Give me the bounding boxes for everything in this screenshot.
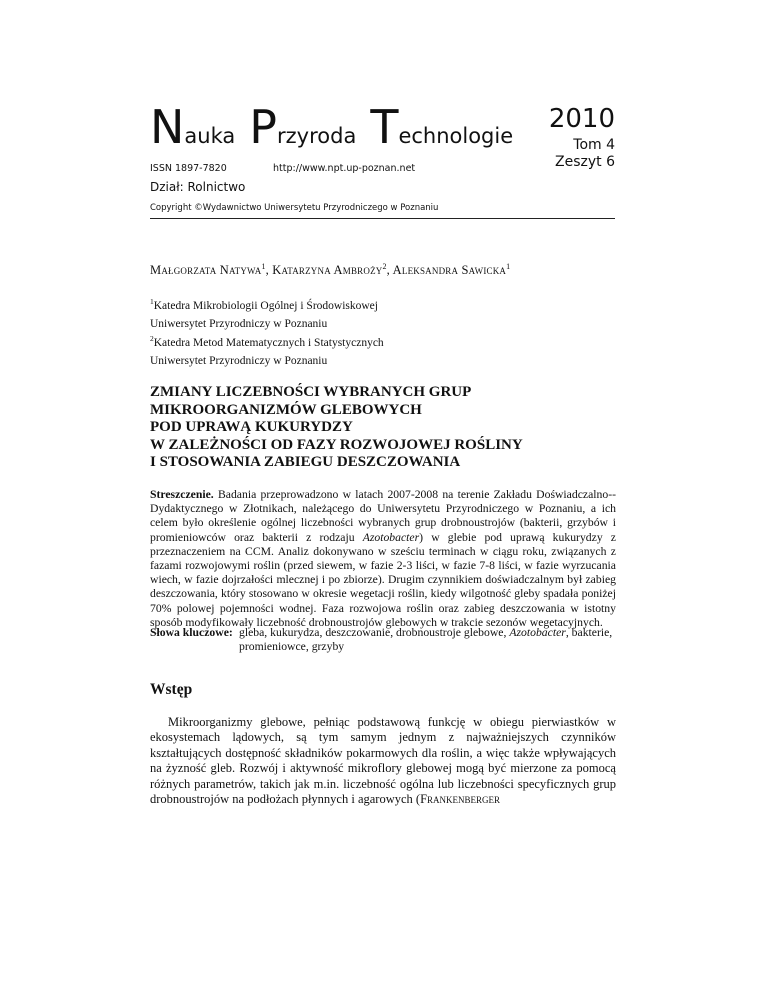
intro-paragraph: Mikroorganizmy glebowe, pełniąc podstawową funkcję w obiegu pierwiastków w ekosystemach lądowych, są tym samym jednym z najważniejszych czynników kształtujących dostępność składników pokarmowych dla roślin, a więc także wpływających na żyzność gleb. Rozwój i aktywność mikroflory glebowej mogą być mierzone za pomocą różnych parametrów, takich jak m.in. liczebność ogólna lub liczebności specyficznych grup drobnoustrojów na podłożach płynnych i agarowych (Frankenberger xyxy=(150,715,616,807)
title-initial: N xyxy=(150,100,185,154)
section-label: Dział: Rolnictwo xyxy=(150,180,246,194)
journal-title xyxy=(150,100,523,154)
affiliation-line: Uniwersytet Przyrodniczy w Poznaniu xyxy=(150,318,328,331)
genus-name: Azotobacter xyxy=(362,530,420,544)
author-affil-mark: 2 xyxy=(382,262,387,271)
keywords-label: Słowa kluczowe: xyxy=(150,626,233,639)
issn: ISSN 1897-7820 xyxy=(150,163,227,174)
affiliation-line: $^1$Katedra Mikrobiologii Ogólnej i Środowiskowej xyxy=(150,297,378,312)
affiliation-line: Uniwersytet Przyrodniczy w Poznaniu xyxy=(150,354,328,367)
journal-year: 2010 xyxy=(548,104,615,134)
title-word: rzyroda xyxy=(277,124,357,148)
author-list: Małgorzata Natywa$^1$, Katarzyna Ambroży$^2$, Aleksandra Sawicka$^1$ xyxy=(150,262,511,278)
abstract-label: Streszczenie. xyxy=(150,488,214,501)
title-line: W ZALEŻNOŚCI OD FAZY ROZWOJOWEJ ROŚLINY xyxy=(150,436,523,453)
title-word: echnologie xyxy=(398,124,514,148)
author-affil-mark: 1 xyxy=(261,262,266,271)
author-name: Katarzyna Ambroży xyxy=(272,263,383,278)
title-line: MIKROORGANIZMÓW GLEBOWYCH xyxy=(150,401,422,418)
header-divider xyxy=(150,218,615,219)
journal-url[interactable]: http://www.npt.up-poznan.net xyxy=(273,163,416,174)
copyright: Copyright ©Wydawnictwo Uniwersytetu Przyrodniczego w Poznaniu xyxy=(150,203,439,213)
keywords: gleba, kukurydza, deszczowanie, drobnoustroje glebowe, Azotobacter, bakterie, promieniowce, grzyby xyxy=(239,626,613,654)
title-line: ZMIANY LICZEBNOŚCI WYBRANYCH GRUP xyxy=(150,384,472,400)
section-heading: Wstęp xyxy=(150,681,193,698)
title-line: I STOSOWANIA ZABIEGU DESZCZOWANIA xyxy=(150,454,461,470)
title-initial: T xyxy=(370,100,399,154)
affiliations xyxy=(150,295,620,368)
genus-name: Azotobacter xyxy=(509,626,566,639)
journal-issue: Zeszyt 6 xyxy=(555,154,615,170)
author-name: Małgorzata Natywa xyxy=(150,263,262,278)
title-initial: P xyxy=(249,100,278,154)
abstract: Streszczenie. Badania przeprowadzono w latach 2007-2008 na terenie Zakładu Doświadczalno--Dydaktycznego w Złotnikach, należącego do Uniwersytetu Przyrodniczego w Poznaniu, a ich celem było określenie ogólnej liczebności wybranych grup drobnoustrojów (bakterii, grzybów i promieniowców oraz bakterii z rodzaju Azotobacter) w glebie pod uprawą kukurydzy z przeznaczeniem na CCM. Analiz dokonywano w sześciu terminach w ciągu roku, związanych z fazami rozwojowymi roślin (przed siewem, w fazie 2-3 liści, w fazie 7-8 liści, w fazie wyrzucania wiech, w fazie dojrzałości mlecznej i po zbiorze). Drugim czynnikiem doświadczalnym był zabieg deszczowania, który stosowano w okresie wegetacji roślin, kiedy wilgotność gleby spadała poniżej 70% polowej pojemności wodnej. Faza rozwojowa roślin oraz zabieg deszczowania w istotny sposób modyfikowały liczebność drobnoustrojów glebowych w trakcie sezonów wegetacyjnych. xyxy=(150,488,616,629)
journal-volume: Tom 4 xyxy=(573,137,615,153)
author-name: Aleksandra Sawicka xyxy=(392,263,507,278)
author-affil-mark: 1 xyxy=(506,262,511,271)
title-word: auka xyxy=(184,124,236,148)
paper-title xyxy=(150,384,620,472)
citation: Frankenberger xyxy=(420,792,501,807)
title-line: POD UPRAWĄ KUKURYDZY xyxy=(150,419,353,435)
affiliation-line: $^2$Katedra Metod Matematycznych i Statystycznych xyxy=(150,333,384,349)
